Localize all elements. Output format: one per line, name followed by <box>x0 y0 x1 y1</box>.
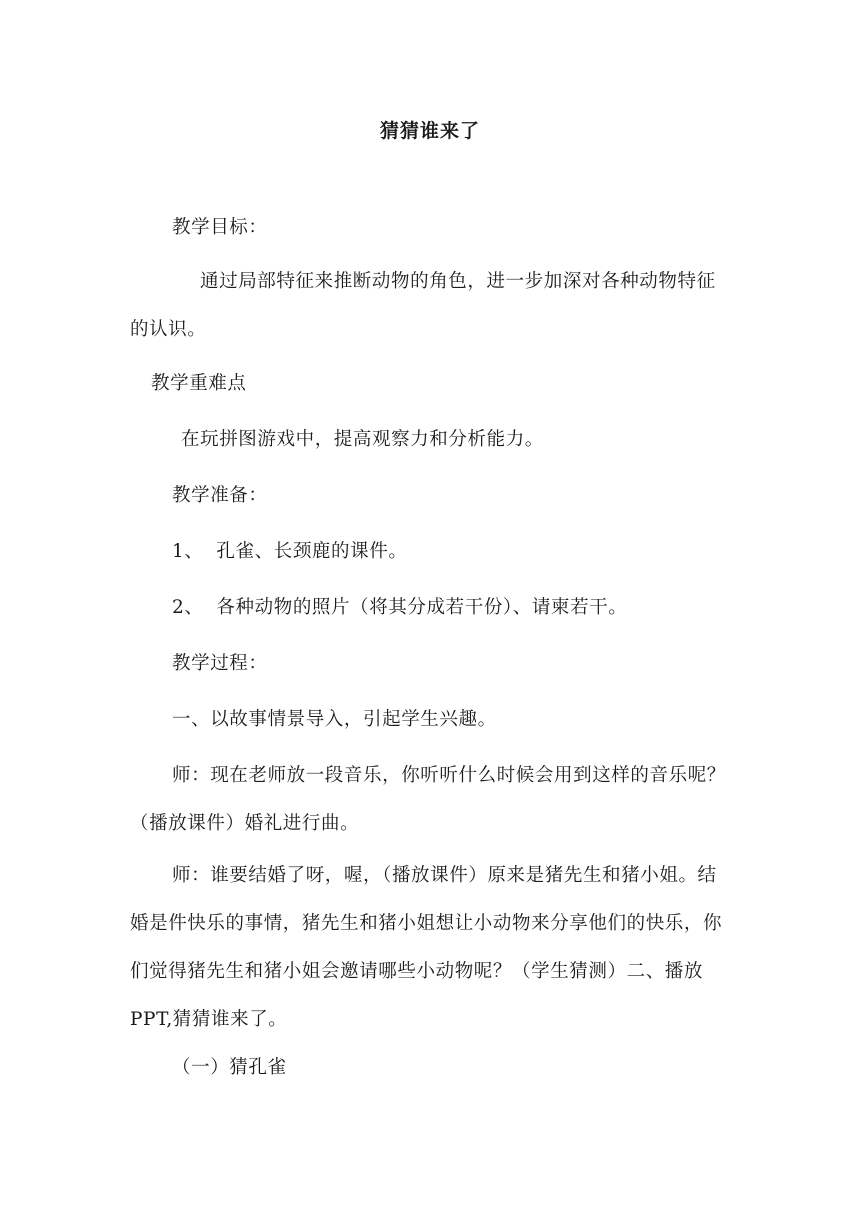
teaching-goal-text: 通过局部特征来推断动物的角色，进一步加深对各种动物特征的认识。 <box>130 271 716 340</box>
preparation-item: 2、 各种动物的照片（将其分成若干份）、请柬若干。 <box>172 597 628 618</box>
process-step-1: 一、以故事情景导入，引起学生兴趣。 <box>172 709 497 730</box>
paragraph-music: 师：现在老师放一段音乐，你听听什么时候会用到这样的音乐呢？（播放课件）婚礼进行曲。 <box>130 765 726 834</box>
preparation-heading: 教学准备： <box>172 485 268 506</box>
preparation-item: 1、 孔雀、长颈鹿的课件。 <box>172 541 408 562</box>
sub-heading-peacock: （一）猜孔雀 <box>172 1057 287 1078</box>
paragraph-wedding: 师：谁要结婚了呀，喔，（播放课件）原来是猪先生和猪小姐。结婚是件快乐的事情，猪先生和猪小姐想让小动物来分享他们的快乐，你们觉得猪先生和猪小姐会邀请哪些小动物呢？（学生猜测）二、播放PPT,猜猜谁来了。 <box>130 865 723 1030</box>
difficulty-text: 在玩拼图游戏中，提高观察力和分析能力。 <box>181 429 544 450</box>
difficulty-heading: 教学重难点 <box>151 373 247 394</box>
teaching-goal-heading: 教学目标： <box>172 217 268 238</box>
document-title: 猜猜谁来了 <box>379 120 480 142</box>
process-heading: 教学过程： <box>172 653 268 674</box>
